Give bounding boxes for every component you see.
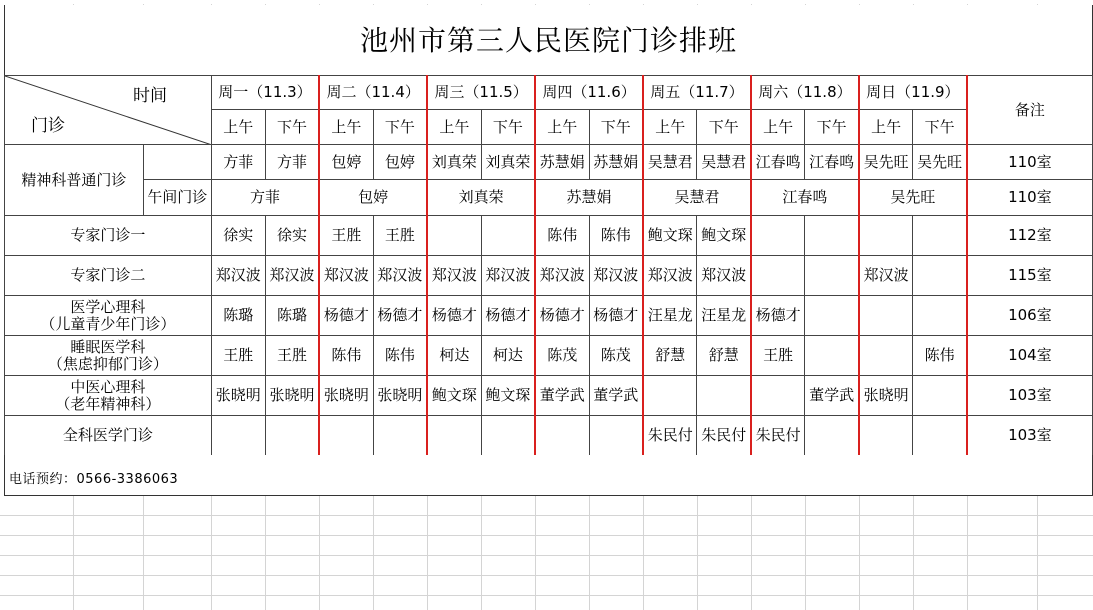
pm-header[interactable]: 下午 (805, 110, 859, 145)
dept-cell-sleep[interactable] (5, 336, 212, 376)
schedule-cell[interactable] (859, 216, 913, 256)
schedule-cell[interactable]: 陈伟 (535, 216, 589, 256)
schedule-cell[interactable]: 朱民付 (643, 416, 697, 456)
schedule-cell[interactable]: 鲍文琛 (481, 376, 535, 416)
schedule-cell[interactable]: 张晓明 (265, 376, 319, 416)
schedule-cell[interactable]: 江春鸣 (751, 180, 859, 216)
dept-line1: 医学心理科 (70, 297, 146, 316)
schedule-cell[interactable]: 江春鸣 (751, 145, 805, 180)
schedule-cell[interactable]: 张晓明 (859, 376, 913, 416)
schedule-cell[interactable] (751, 256, 805, 296)
schedule-cell[interactable] (751, 376, 805, 416)
schedule-cell[interactable]: 郑汉波 (859, 256, 913, 296)
day-header[interactable]: 周日（11.9） (859, 76, 967, 110)
schedule-cell[interactable] (805, 296, 859, 336)
am-header[interactable]: 上午 (535, 110, 589, 145)
day-header[interactable]: 周二（11.4） (319, 76, 427, 110)
pm-header[interactable]: 下午 (265, 110, 319, 145)
dept-line2: （老年精神科） (55, 394, 161, 413)
schedule-cell[interactable]: 刘真荣 (427, 145, 481, 180)
pm-header[interactable]: 下午 (589, 110, 643, 145)
schedule-cell[interactable]: 苏慧娟 (589, 145, 643, 180)
schedule-cell[interactable]: 郑汉波 (319, 256, 373, 296)
schedule-cell[interactable]: 陈伟 (373, 336, 427, 376)
room-cell[interactable]: 103室 (967, 376, 1093, 416)
schedule-cell[interactable]: 王胜 (373, 216, 427, 256)
schedule-cell[interactable]: 王胜 (751, 336, 805, 376)
dept-line2: （儿童青少年门诊） (40, 314, 176, 333)
schedule-cell[interactable] (427, 216, 481, 256)
schedule-cell[interactable]: 杨德才 (319, 296, 373, 336)
day-header[interactable]: 周一（11.3） (211, 76, 319, 110)
schedule-cell[interactable]: 陈璐 (265, 296, 319, 336)
schedule-cell[interactable]: 鲍文琛 (697, 216, 751, 256)
schedule-cell[interactable]: 董学武 (589, 376, 643, 416)
dept-cell-med-psych[interactable] (5, 296, 212, 336)
schedule-cell[interactable]: 方菲 (211, 145, 265, 180)
schedule-cell[interactable]: 郑汉波 (535, 256, 589, 296)
schedule-cell[interactable] (265, 416, 319, 456)
schedule-cell[interactable]: 王胜 (319, 216, 373, 256)
schedule-cell[interactable]: 杨德才 (751, 296, 805, 336)
schedule-cell[interactable]: 江春鸣 (805, 145, 859, 180)
schedule-cell[interactable]: 汪星龙 (643, 296, 697, 336)
dept-cell-expert1[interactable]: 专家门诊一 (5, 216, 212, 256)
schedule-cell[interactable]: 吴先旺 (859, 145, 913, 180)
room-cell[interactable]: 112室 (967, 216, 1093, 256)
schedule-cell[interactable]: 吴慧君 (643, 180, 751, 216)
am-header[interactable]: 上午 (427, 110, 481, 145)
room-cell[interactable]: 115室 (967, 256, 1093, 296)
pm-header[interactable]: 下午 (697, 110, 751, 145)
schedule-cell[interactable]: 张晓明 (319, 376, 373, 416)
title-cell[interactable] (4, 5, 1093, 75)
schedule-cell[interactable]: 舒慧 (643, 336, 697, 376)
room-cell[interactable]: 110室 (967, 145, 1093, 180)
schedule-cell[interactable] (427, 416, 481, 456)
schedule-cell[interactable]: 刘真荣 (481, 145, 535, 180)
gridline (0, 595, 1093, 596)
schedule-cell[interactable]: 方菲 (211, 180, 319, 216)
schedule-cell[interactable]: 陈璐 (211, 296, 265, 336)
schedule-cell[interactable]: 陈伟 (913, 336, 967, 376)
schedule-cell[interactable]: 陈伟 (589, 216, 643, 256)
schedule-cell[interactable] (913, 376, 967, 416)
schedule-cell[interactable] (805, 336, 859, 376)
pm-header[interactable]: 下午 (481, 110, 535, 145)
gridline (0, 515, 1093, 516)
day-header[interactable]: 周四（11.6） (535, 76, 643, 110)
time-label: 时间 (133, 86, 167, 106)
day-header[interactable]: 周三（11.5） (427, 76, 535, 110)
schedule-cell[interactable] (481, 416, 535, 456)
schedule-cell[interactable] (643, 376, 697, 416)
schedule-cell[interactable]: 杨德才 (481, 296, 535, 336)
schedule-cell[interactable] (859, 416, 913, 456)
schedule-cell[interactable]: 王胜 (265, 336, 319, 376)
schedule-cell[interactable]: 郑汉波 (211, 256, 265, 296)
schedule-cell[interactable] (481, 216, 535, 256)
schedule-cell[interactable]: 董学武 (805, 376, 859, 416)
schedule-cell[interactable]: 鲍文琛 (427, 376, 481, 416)
schedule-cell[interactable]: 郑汉波 (589, 256, 643, 296)
schedule-cell[interactable]: 苏慧娟 (535, 145, 589, 180)
schedule-cell[interactable]: 郑汉波 (697, 256, 751, 296)
dept-cell-tcm-psych[interactable] (5, 376, 212, 416)
am-header[interactable]: 上午 (211, 110, 265, 145)
schedule-cell[interactable]: 张晓明 (373, 376, 427, 416)
schedule-cell[interactable]: 朱民付 (697, 416, 751, 456)
dept-label: 门诊 (31, 116, 65, 136)
schedule-cell[interactable]: 包婷 (373, 145, 427, 180)
schedule-cell[interactable] (859, 296, 913, 336)
dept-cell-general[interactable]: 全科医学门诊 (5, 416, 212, 456)
dept-line1: 睡眠医学科 (70, 337, 146, 356)
schedule-cell[interactable]: 杨德才 (589, 296, 643, 336)
schedule-cell[interactable]: 徐实 (211, 216, 265, 256)
dept-line2: （焦虑抑郁门诊） (47, 354, 168, 373)
am-header[interactable]: 上午 (643, 110, 697, 145)
am-header[interactable]: 上午 (319, 110, 373, 145)
schedule-cell[interactable] (211, 416, 265, 456)
schedule-cell[interactable]: 杨德才 (373, 296, 427, 336)
schedule-cell[interactable] (859, 336, 913, 376)
schedule-cell[interactable]: 包婷 (319, 145, 373, 180)
schedule-cell[interactable]: 吴先旺 (859, 180, 967, 216)
schedule-cell[interactable] (373, 416, 427, 456)
am-header[interactable]: 上午 (751, 110, 805, 145)
schedule-cell[interactable]: 张晓明 (211, 376, 265, 416)
schedule-cell[interactable]: 陈茂 (535, 336, 589, 376)
schedule-cell[interactable]: 陈茂 (589, 336, 643, 376)
schedule-cell[interactable] (751, 216, 805, 256)
schedule-cell[interactable]: 郑汉波 (265, 256, 319, 296)
schedule-cell[interactable] (913, 296, 967, 336)
schedule-cell[interactable]: 方菲 (265, 145, 319, 180)
day-header[interactable]: 周五（11.7） (643, 76, 751, 110)
day-header[interactable]: 周六（11.8） (751, 76, 859, 110)
schedule-cell[interactable]: 柯达 (481, 336, 535, 376)
column-header-strip (0, 0, 1093, 4)
room-cell[interactable]: 104室 (967, 336, 1093, 376)
phone-cell[interactable] (4, 455, 1093, 496)
dept-line1: 中医心理科 (70, 377, 146, 396)
am-header[interactable]: 上午 (859, 110, 913, 145)
corner-header-cell[interactable] (5, 76, 212, 145)
room-cell[interactable]: 103室 (967, 416, 1093, 456)
pm-header[interactable]: 下午 (373, 110, 427, 145)
sub-cell-empty[interactable] (143, 145, 211, 180)
schedule-cell[interactable] (697, 376, 751, 416)
remark-header[interactable]: 备注 (967, 76, 1093, 145)
schedule-cell[interactable]: 郑汉波 (481, 256, 535, 296)
schedule-cell[interactable]: 吴先旺 (913, 145, 967, 180)
schedule-cell[interactable] (589, 416, 643, 456)
schedule-cell[interactable]: 吴慧君 (643, 145, 697, 180)
schedule-cell[interactable]: 鲍文琛 (643, 216, 697, 256)
schedule-cell[interactable]: 徐实 (265, 216, 319, 256)
schedule-cell[interactable] (913, 256, 967, 296)
dept-cell-expert2[interactable]: 专家门诊二 (5, 256, 212, 296)
schedule-cell[interactable]: 苏慧娟 (535, 180, 643, 216)
schedule-cell[interactable]: 吴慧君 (697, 145, 751, 180)
phone-booking-text: 电话预约：0566-3386063 (9, 472, 179, 487)
dept-cell-psych-general[interactable]: 精神科普通门诊 (5, 145, 144, 216)
schedule-cell[interactable] (535, 416, 589, 456)
gridline (0, 535, 1093, 536)
schedule-cell[interactable]: 舒慧 (697, 336, 751, 376)
schedule-cell[interactable]: 董学武 (535, 376, 589, 416)
schedule-cell[interactable] (805, 216, 859, 256)
schedule-cell[interactable]: 郑汉波 (427, 256, 481, 296)
schedule-cell[interactable]: 汪星龙 (697, 296, 751, 336)
schedule-cell[interactable] (913, 416, 967, 456)
room-cell[interactable]: 110室 (967, 180, 1093, 216)
gridline (0, 575, 1093, 576)
schedule-cell[interactable]: 柯达 (427, 336, 481, 376)
schedule-cell[interactable]: 朱民付 (751, 416, 805, 456)
gridline (0, 555, 1093, 556)
pm-header[interactable]: 下午 (913, 110, 967, 145)
schedule-cell[interactable] (805, 416, 859, 456)
schedule-cell[interactable]: 杨德才 (427, 296, 481, 336)
page-title: 池州市第三人民医院门诊排班 (359, 24, 737, 57)
schedule-cell[interactable]: 郑汉波 (643, 256, 697, 296)
schedule-cell[interactable] (319, 416, 373, 456)
schedule-cell[interactable]: 杨德才 (535, 296, 589, 336)
schedule-cell[interactable] (805, 256, 859, 296)
sub-cell-noon[interactable]: 午间门诊 (143, 180, 211, 216)
schedule-table (4, 75, 1093, 456)
schedule-cell[interactable]: 陈伟 (319, 336, 373, 376)
schedule-cell[interactable]: 刘真荣 (427, 180, 535, 216)
schedule-cell[interactable] (913, 216, 967, 256)
schedule-cell[interactable]: 王胜 (211, 336, 265, 376)
schedule-cell[interactable]: 郑汉波 (373, 256, 427, 296)
room-cell[interactable]: 106室 (967, 296, 1093, 336)
schedule-cell[interactable]: 包婷 (319, 180, 427, 216)
